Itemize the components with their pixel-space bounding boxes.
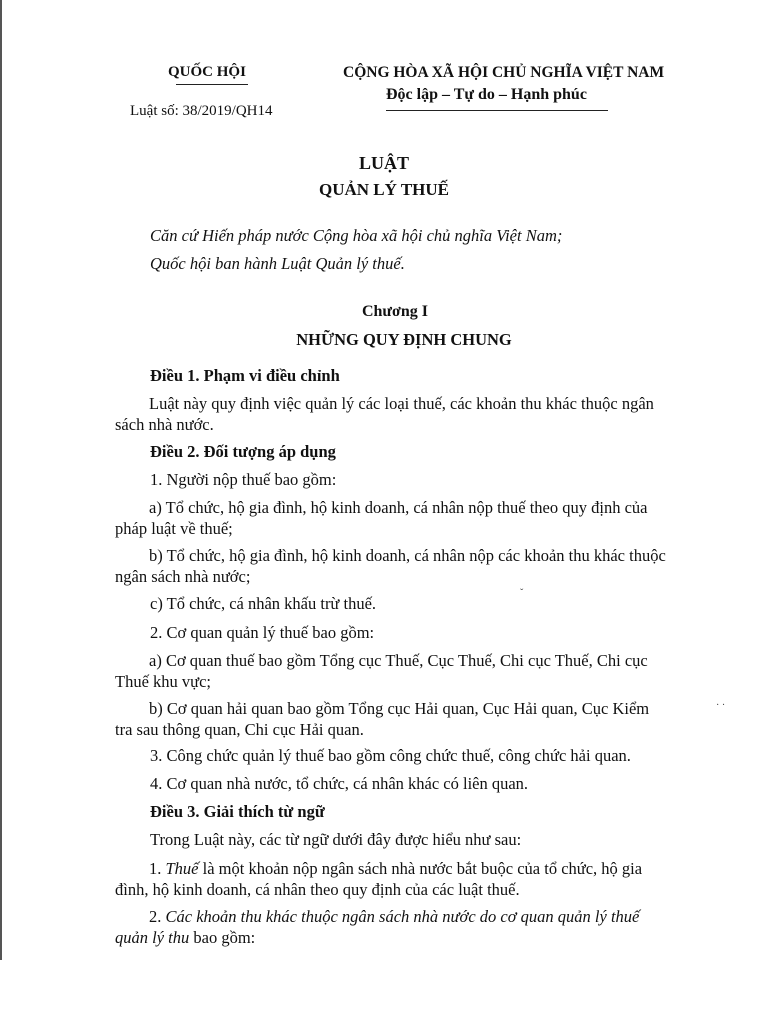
article-1-body-line-2: sách nhà nước.	[115, 415, 214, 434]
document-type: LUẬT	[358, 153, 409, 173]
clause-1a-line-2: pháp luật về thuế;	[115, 519, 233, 538]
article-2-clause-1c: c) Tổ chức, cá nhân khấu trừ thuế.	[150, 594, 377, 613]
article-1-heading: Điều 1. Phạm vi điều chỉnh	[150, 366, 340, 385]
article-2-clause-2a	[115, 650, 697, 692]
scan-speck: ˇ	[520, 588, 524, 599]
definition-2-term-line-1: Các khoản thu khác thuộc ngân sách nhà nước do cơ quan quản lý thuế	[165, 907, 640, 926]
article-2-clause-1: 1. Người nộp thuế bao gồm:	[150, 470, 337, 489]
definition-2-term-line-2: quản lý thu	[115, 928, 190, 947]
definition-1-term: Thuế	[165, 859, 199, 878]
definition-2-number: 2.	[149, 907, 166, 926]
article-1-body-line-1: Luật này quy định việc quản lý các loại thuế, các khoản thu khác thuộc ngân	[149, 394, 654, 413]
article-2-clause-4: 4. Cơ quan nhà nước, tổ chức, cá nhân khác có liên quan.	[150, 774, 529, 793]
definition-1-line-1	[115, 858, 697, 879]
issuing-agency: QUỐC HỘI	[168, 64, 246, 80]
definition-1-line-2: đình, hộ kinh doanh, cá nhân theo quy định của các luật thuế.	[115, 880, 520, 899]
definition-1-text: là một khoản nộp ngân sách nhà nước bắt buộc của tổ chức, hộ gia	[198, 859, 643, 878]
definition-1-number: 1.	[149, 859, 166, 878]
page-left-edge	[0, 0, 2, 960]
clause-1b-line-1: b) Tổ chức, hộ gia đình, hộ kinh doanh, cá nhân nộp các khoản thu khác thuộc	[149, 546, 666, 565]
scan-speck: · ·	[716, 700, 726, 711]
clause-2a-line-2: Thuế khu vực;	[115, 672, 212, 691]
article-1-body	[115, 393, 697, 435]
article-3-definition-1	[115, 858, 697, 900]
article-2-clause-1a	[115, 497, 697, 539]
clause-2b-line-1: b) Cơ quan hải quan bao gồm Tổng cục Hải quan, Cục Hải quan, Cục Kiểm	[149, 699, 650, 718]
country-name: CỘNG HÒA XÃ HỘI CHỦ NGHĨA VIỆT NAM	[343, 64, 665, 81]
law-number: Luật số: 38/2019/QH14	[130, 103, 273, 119]
definition-2-line-2	[115, 928, 255, 947]
article-2-clause-1b	[115, 545, 697, 587]
national-motto: Độc lập – Tự do – Hạnh phúc	[386, 86, 587, 103]
article-3-definition-2	[115, 906, 697, 948]
preamble-line-1: Căn cứ Hiến pháp nước Cộng hòa xã hội chủ nghĩa Việt Nam;	[150, 226, 563, 245]
article-3-heading: Điều 3. Giải thích từ ngữ	[150, 802, 325, 821]
clause-2a-line-1: a) Cơ quan thuế bao gồm Tổng cục Thuế, Cục Thuế, Chi cục Thuế, Chi cục	[149, 651, 648, 670]
agency-underline	[176, 84, 248, 85]
article-3-intro: Trong Luật này, các từ ngữ dưới đây được hiểu như sau:	[150, 830, 522, 849]
article-2-heading: Điều 2. Đối tượng áp dụng	[150, 442, 336, 461]
article-2-clause-2b	[115, 698, 697, 740]
chapter-name: NHỮNG QUY ĐỊNH CHUNG	[296, 330, 512, 349]
definition-2-line-1	[115, 906, 697, 927]
clause-1b-line-2: ngân sách nhà nước;	[115, 567, 251, 586]
definition-2-text: bao gồm:	[189, 928, 256, 947]
article-2-clause-3: 3. Công chức quản lý thuế bao gồm công chức thuế, công chức hải quan.	[150, 746, 631, 765]
preamble-line-2: Quốc hội ban hành Luật Quản lý thuế.	[150, 254, 405, 273]
chapter-label: Chương I	[361, 303, 429, 320]
article-2-clause-2: 2. Cơ quan quản lý thuế bao gồm:	[150, 623, 375, 642]
document-title: QUẢN LÝ THUẾ	[318, 180, 450, 199]
clause-1a-line-1: a) Tổ chức, hộ gia đình, hộ kinh doanh, cá nhân nộp thuế theo quy định của	[149, 498, 648, 517]
motto-underline	[386, 110, 608, 111]
clause-2b-line-2: tra sau thông quan, Chi cục Hải quan.	[115, 720, 364, 739]
